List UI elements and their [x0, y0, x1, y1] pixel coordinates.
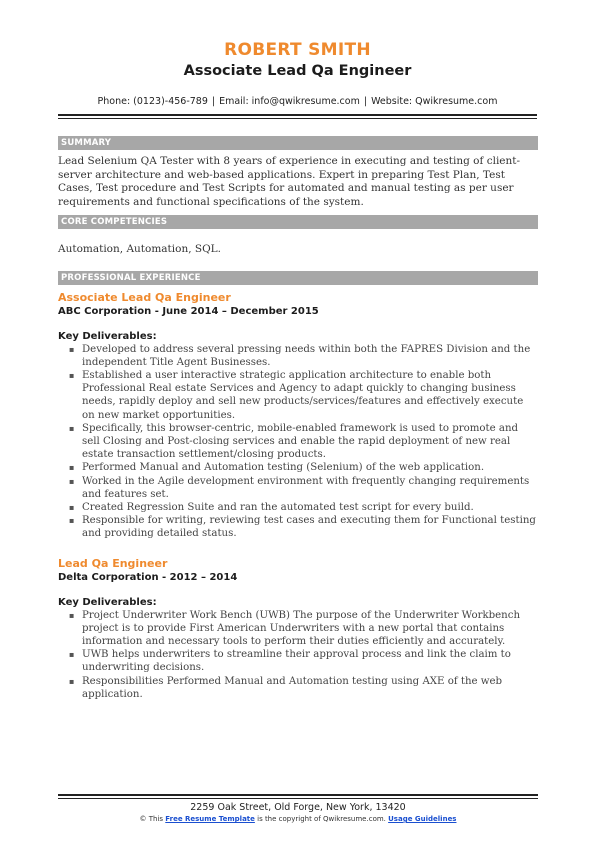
footer-divider-thin	[58, 798, 538, 799]
summary-text: Lead Selenium QA Tester with 8 years of experience in executing and testing of client-server architecture and web-based applications. Expert in preparing Test Plan, Test Cases, Test procedure and Test Scripts for automated and manual testing as per user requirements and functional specifications of the system.	[58, 155, 521, 208]
candidate-title: Associate Lead Qa Engineer	[183, 63, 412, 79]
resume-footer	[58, 794, 538, 825]
job-entry	[58, 557, 538, 701]
job-title: Lead Qa Engineer	[58, 556, 168, 570]
deliverables-list	[58, 343, 538, 541]
job-company-dates: ABC Corporation - June 2014 – December 2015	[58, 305, 319, 317]
copyright-prefix: © This	[139, 815, 164, 823]
contact-phone: Phone: (0123)-456-789	[97, 96, 208, 107]
deliverables-list	[58, 609, 538, 701]
copyright-middle: is the copyright of Qwikresume.com.	[257, 815, 386, 823]
contact-separator: |	[363, 96, 368, 107]
list-item: ▪ Worked in the Agile development environment with frequently changing requirements and features set.	[82, 475, 538, 501]
summary-heading: SUMMARY	[58, 136, 538, 150]
list-item: ▪ Performed Manual and Automation testing (Selenium) of the web application.	[82, 461, 538, 474]
footer-divider	[58, 794, 538, 796]
copyright-line	[58, 814, 538, 825]
contact-line	[0, 96, 595, 108]
footer-address: 2259 Oak Street, Old Forge, New York, 13420	[190, 802, 406, 813]
job-entry	[58, 291, 538, 541]
deliverables-label: Key Deliverables:	[58, 330, 157, 342]
deliverables-label: Key Deliverables:	[58, 596, 157, 608]
contact-separator: |	[211, 96, 216, 107]
resume-body	[58, 136, 538, 701]
list-item: ▪ Responsible for writing, reviewing test cases and executing them for Functional testing and providing detailed status.	[82, 514, 538, 540]
job-company-dates: Delta Corporation - 2012 – 2014	[58, 571, 238, 583]
list-item: ▪ Established a user interactive strategic application architecture to enable both Professional Real estate Services and Agency to adapt quickly to changing business needs, rapidly deploy and sell new products/services/features and effectively execute on new market opportunities.	[82, 369, 538, 422]
list-item: ▪ Project Underwriter Work Bench (UWB) The purpose of the Underwriter Workbench project is to provide First American Underwriters with a new portal that contains information and necessary tools to perform their duties efficiently and accurately.	[82, 609, 538, 649]
resume-header	[0, 0, 595, 119]
job-title: Associate Lead Qa Engineer	[58, 290, 231, 304]
list-item: ▪ Created Regression Suite and ran the automated test script for every build.	[82, 501, 538, 514]
contact-website: Website: Qwikresume.com	[371, 96, 498, 107]
usage-guidelines-link[interactable]: Usage Guidelines	[388, 815, 457, 823]
competencies-heading: CORE COMPETENCIES	[58, 215, 538, 229]
list-item: ▪ Developed to address several pressing needs within both the FAPRES Division and the independent Title Agent Businesses.	[82, 343, 538, 369]
experience-heading: PROFESSIONAL EXPERIENCE	[58, 271, 538, 285]
list-item: ▪ Responsibilities Performed Manual and Automation testing using AXE of the web application.	[82, 675, 538, 701]
competencies-text: Automation, Automation, SQL.	[58, 243, 221, 255]
free-resume-template-link[interactable]: Free Resume Template	[165, 815, 255, 823]
list-item: ▪ UWB helps underwriters to streamline their approval process and link the claim to underwriting decisions.	[82, 648, 538, 674]
header-divider	[58, 114, 537, 119]
list-item: ▪ Specifically, this browser-centric, mobile-enabled framework is used to promote and sell Closing and Post-closing services and enable the rapid deployment of new real estate transaction settlement/closing products.	[82, 422, 538, 462]
candidate-name: ROBERT SMITH	[224, 40, 371, 60]
contact-email: Email: info@qwikresume.com	[219, 96, 360, 107]
